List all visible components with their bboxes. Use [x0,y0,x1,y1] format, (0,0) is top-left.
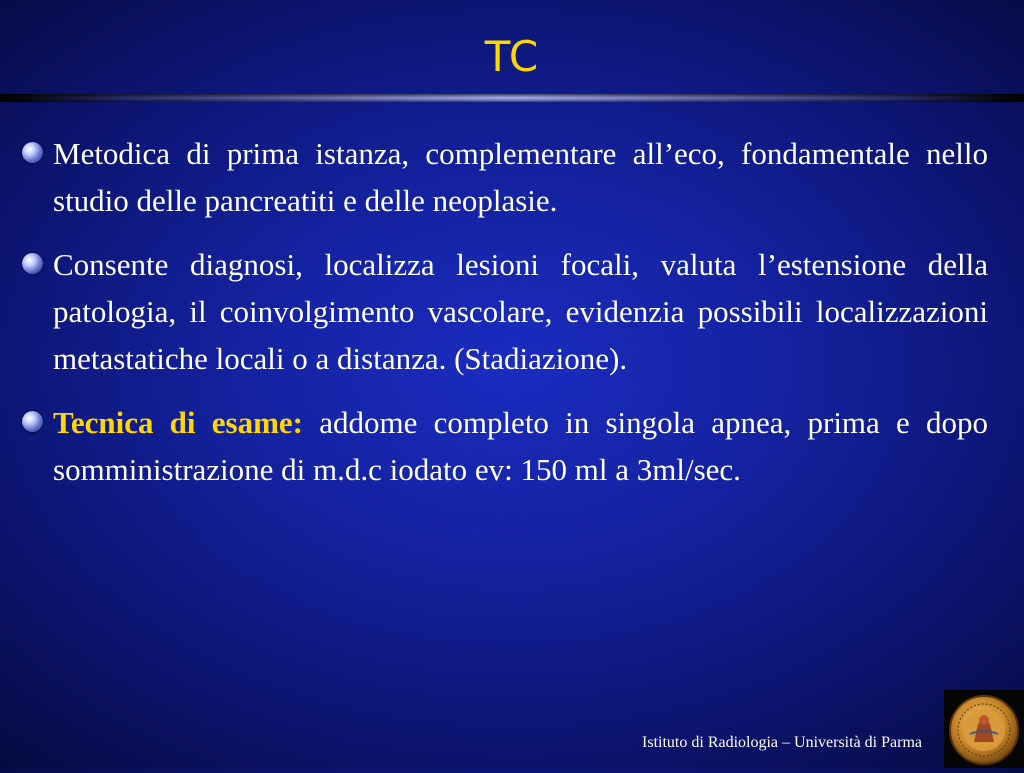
bullet-list [22,130,988,510]
footer-institution: Istituto di Radiologia – Università di Parma [642,734,922,751]
sphere-bullet-icon [22,411,43,432]
bullet-item [22,399,988,493]
bullet-text: Consente diagnosi, localizza lesioni focali, valuta l’estensione della patologia, il coinvolgimento vascolare, evidenzia possibili localizzazioni metastatiche locali o a distanza. (Stadiazione). [53,247,988,376]
sphere-bullet-icon [22,142,43,163]
bullet-item [22,241,988,382]
slide-title: TC [484,32,540,81]
bullet-item [22,130,988,224]
university-seal-icon [944,690,1024,768]
bullet-text: addome completo in singola apnea, prima e dopo somministrazione di m.d.c iodato ev: 150 ml a 3ml/sec. [53,405,989,487]
bullet-text: Metodica di prima istanza, complementare all’eco, fondamentale nello studio delle pancreatiti e delle neoplasie. [53,136,988,218]
title-divider [0,92,1024,104]
bullet-highlight: Tecnica di esame: [53,405,303,440]
sphere-bullet-icon [22,253,43,274]
